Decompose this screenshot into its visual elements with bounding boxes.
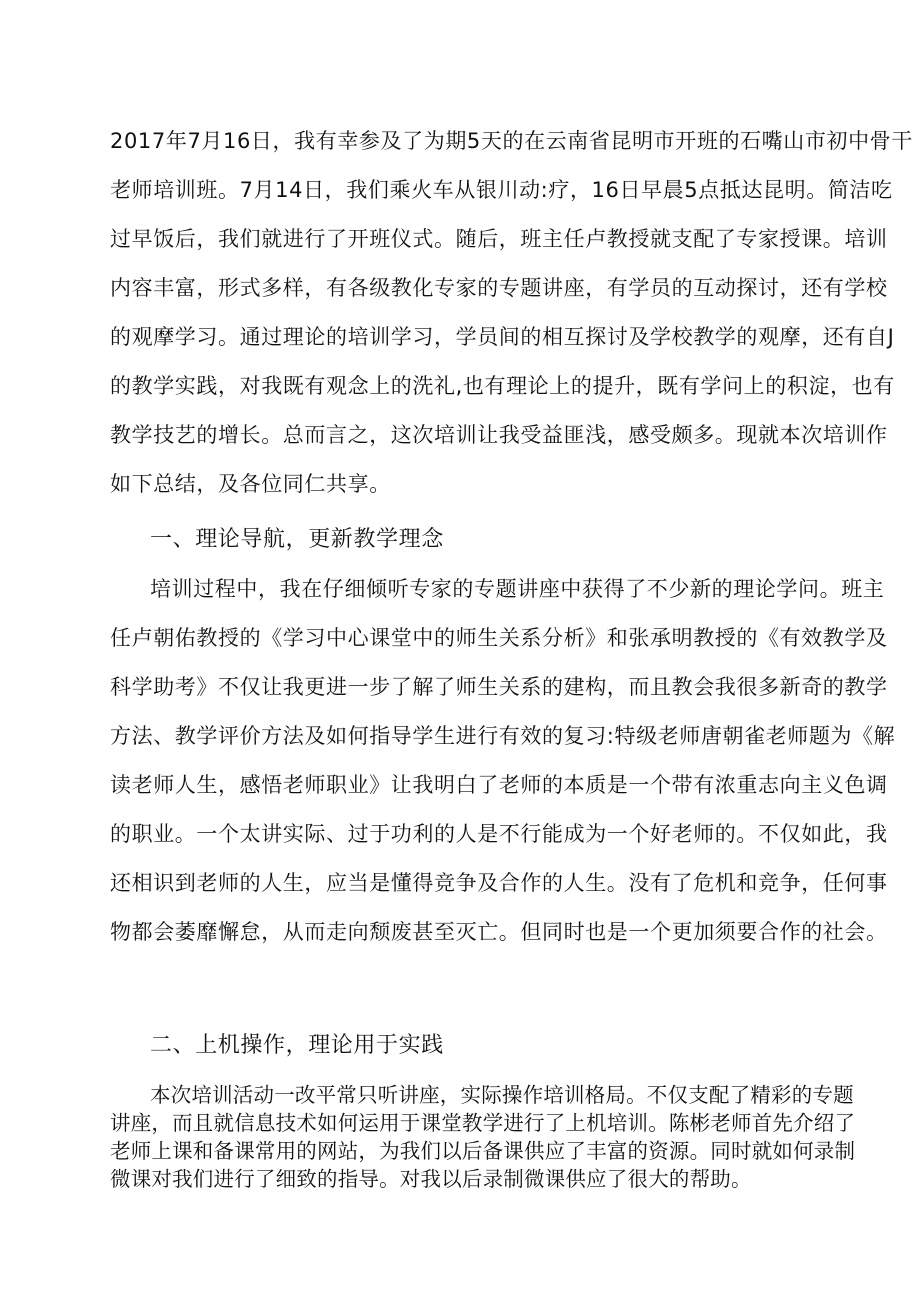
section2-line-1: 本次培训活动一改平常只听讲座，实际操作培训格局。不仅支配了精彩的专题 [150, 1083, 854, 1107]
section2-line-2: 讲座，而且就信息技术如何运用于课堂教学进行了上机培训。陈彬老师首先介绍了 [110, 1111, 856, 1135]
intro-line-3: 过早饭后，我们就进行了开班仪式。随后，班主任卢教授就支配了专家授课。培训 [110, 227, 888, 251]
section1-line-3: 科学助考》不仅让我更进一步了解了师生关系的建构，而且教会我很多新奇的教学 [110, 675, 888, 699]
section1-heading: 一、理论导航，更新教学理念 [150, 527, 444, 552]
section1-line-4: 方法、教学评价方法及如何指导学生进行有效的复习:特级老师唐朝雀老师题为《解 [110, 724, 896, 748]
section2-line-4: 微课对我们进行了细致的指导。对我以后录制微课供应了很大的帮助。 [110, 1167, 752, 1191]
intro-line-6: 的教学实践，对我既有观念上的洗礼,也有理论上的提升，既有学问上的积淀，也有 [110, 374, 895, 398]
intro-line-7: 教学技艺的增长。总而言之，这次培训让我受益匪浅，感受颇多。现就本次培训作 [110, 423, 888, 447]
intro-line-4: 内容丰富，形式多样，有各级教化专家的专题讲座，有学员的互动探讨，还有学校 [110, 276, 888, 300]
intro-line-8: 如下总结，及各位同仁共享。 [110, 472, 391, 496]
section1-line-7: 还相识到老师的人生，应当是懂得竞争及合作的人生。没有了危机和竞争，任何事 [110, 871, 888, 895]
intro-line-1: 2017年7月16日，我有幸参及了为期5天的在云南省昆明市开班的石嘴山市初中骨干 [110, 129, 913, 153]
section1-line-1: 培训过程中，我在仔细倾听专家的专题讲座中获得了不少新的理论学问。班主 [150, 577, 885, 601]
section1-line-8: 物都会萎靡懈怠，从而走向颓废甚至灭亡。但同时也是一个更加须要合作的社会。 [110, 920, 888, 944]
section2-heading: 二、上机操作，理论用于实践 [150, 1033, 444, 1058]
section1-line-5: 读老师人生，感悟老师职业》让我明白了老师的本质是一个带有浓重志向主义色调 [110, 773, 888, 797]
section2-line-3: 老师上课和备课常用的网站，为我们以后备课供应了丰富的资源。同时就如何录制 [110, 1139, 856, 1163]
intro-line-2: 老师培训班。7月14日，我们乘火车从银川动:疗，16日早晨5点抵达昆明。简洁吃 [110, 178, 893, 202]
intro-line-5: 的观摩学习。通过理论的培训学习，学员间的相互探讨及学校教学的观摩，还有自J [110, 325, 895, 349]
section1-line-2: 任卢朝佑教授的《学习中心课堂中的师生关系分析》和张承明教授的《有效教学及 [110, 626, 888, 650]
section1-line-6: 的职业。一个太讲实际、过于功利的人是不行能成为一个好老师的。不仅如此，我 [110, 822, 888, 846]
